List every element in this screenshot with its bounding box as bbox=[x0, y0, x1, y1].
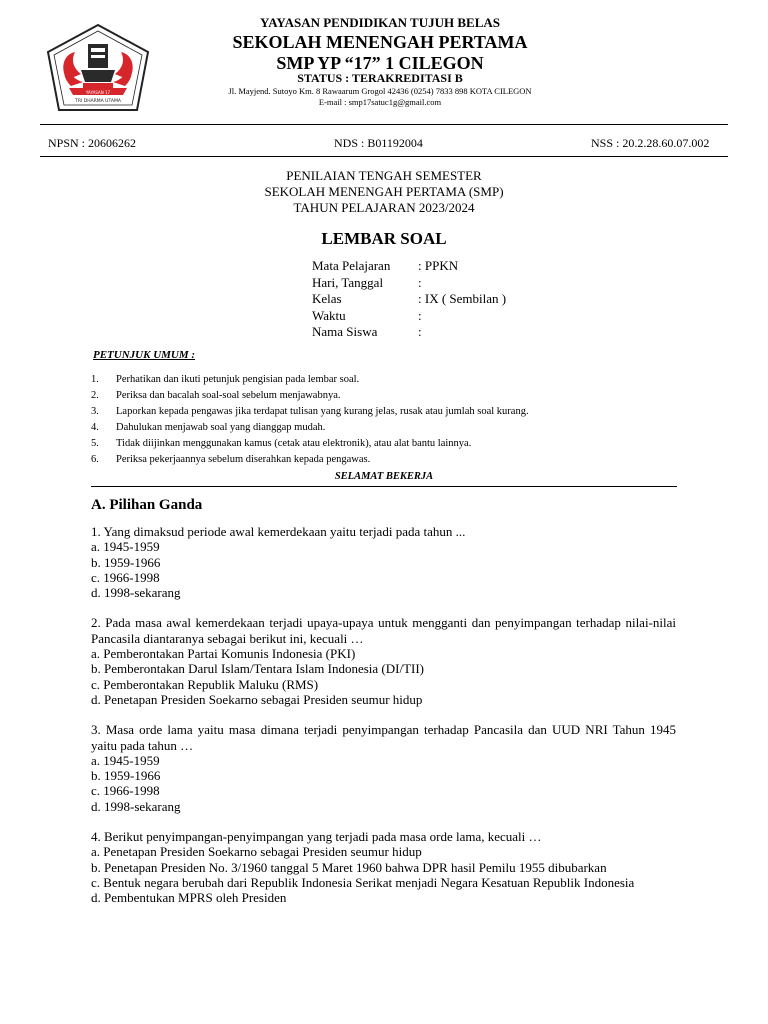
info-value: : PPKN bbox=[418, 258, 459, 273]
school-email: E-mail : smp17satuc1g@gmail.com bbox=[318, 97, 442, 107]
question-item bbox=[91, 615, 676, 707]
answer-option: b. 1959-1966 bbox=[91, 768, 161, 784]
instruction-text: Perhatikan dan ikuti petunjuk pengisian pada lembar soal. bbox=[116, 374, 360, 385]
instruction-text: Dahulukan menjawab soal yang dianggap mudah. bbox=[116, 422, 326, 433]
question-text: 4. Berikut penyimpangan-penyimpangan yang terjadi pada masa orde lama, kecuali … bbox=[91, 829, 542, 845]
nss-text: NSS : 20.2.28.60.07.002 bbox=[591, 136, 710, 150]
instruction-number: 3. bbox=[91, 406, 99, 417]
answer-option: d. Penetapan Presiden Soekarno sebagai Presiden seumur hidup bbox=[91, 691, 423, 707]
school-type: SEKOLAH MENENGAH PERTAMA bbox=[232, 32, 528, 52]
info-row-class bbox=[312, 291, 506, 308]
accreditation-status: STATUS : TERAKREDITASI B bbox=[297, 71, 463, 85]
school-address: Jl. Mayjend. Sutoyo Km. 8 Rawaarum Grogol 42436 (0254) 7833 898 KOTA CILEGON bbox=[228, 86, 532, 96]
instruction-text: Periksa pekerjaannya sebelum diserahkan kepada pengawas. bbox=[116, 454, 371, 465]
info-value: : IX ( Sembilan ) bbox=[418, 291, 507, 306]
answer-option: b. Pemberontakan Darul Islam/Tentara Islam Indonesia (DI/TII) bbox=[91, 661, 424, 677]
answer-option: d. Pembentukan MPRS oleh Presiden bbox=[91, 890, 287, 906]
info-row-student-name bbox=[312, 324, 506, 341]
answer-option: a. Penetapan Presiden Soekarno sebagai Presiden seumur hidup bbox=[91, 844, 422, 860]
nds-text: NDS : B01192004 bbox=[334, 136, 423, 150]
info-row-subject bbox=[312, 258, 506, 275]
logo-banner-text: YAYASAN 17 bbox=[85, 90, 111, 95]
instruction-number: 6. bbox=[91, 454, 99, 465]
instruction-item bbox=[91, 390, 529, 406]
instruction-item bbox=[91, 438, 529, 454]
header-divider-bottom bbox=[40, 156, 728, 157]
answer-option: d. 1998-sekarang bbox=[91, 798, 181, 814]
answer-option: c. 1966-1998 bbox=[91, 569, 160, 585]
instruction-item bbox=[91, 454, 529, 470]
answer-option: b. Penetapan Presiden No. 3/1960 tanggal 5 Maret 1960 bahwa DPR hasil Pemilu 1955 dibubarkan bbox=[91, 859, 607, 875]
section-divider bbox=[91, 486, 677, 487]
exam-title-line1: PENILAIAN TENGAH SEMESTER bbox=[286, 168, 482, 183]
question-item bbox=[91, 829, 676, 905]
instructions-list bbox=[91, 374, 529, 470]
answer-option: c. Pemberontakan Republik Maluku (RMS) bbox=[91, 676, 319, 692]
answer-option: b. 1959-1966 bbox=[91, 554, 161, 570]
exam-title-line2: SEKOLAH MENENGAH PERTAMA (SMP) bbox=[264, 184, 504, 199]
npsn-text: NPSN : 20606262 bbox=[48, 136, 137, 150]
info-row-date bbox=[312, 275, 506, 292]
instruction-text: Periksa dan bacalah soal-soal sebelum menjawabnya. bbox=[116, 390, 341, 401]
student-info bbox=[312, 258, 506, 341]
question-item bbox=[91, 524, 676, 600]
question-list bbox=[91, 524, 676, 906]
answer-option: a. 1945-1959 bbox=[91, 752, 160, 768]
instruction-item bbox=[91, 406, 529, 422]
question-text: 2. Pada masa awal kemerdekaan terjadi upaya-upaya untuk mengganti dan penyimpangan terhadap nilai-nilai Pancasila diantaranya sebagai berikut ini, kecuali … bbox=[91, 615, 676, 646]
instruction-number: 1. bbox=[91, 374, 99, 385]
answer-option: d. 1998-sekarang bbox=[91, 585, 181, 601]
answer-option: c. Bentuk negara berubah dari Republik Indonesia Serikat menjadi Negara Kesatuan Republik Indonesia bbox=[91, 874, 635, 890]
info-value: : bbox=[418, 324, 422, 339]
school-name: SMP YP “17” 1 CILEGON bbox=[276, 53, 484, 73]
instruction-item bbox=[91, 374, 529, 390]
instructions-heading: PETUNJUK UMUM : bbox=[93, 349, 196, 361]
answer-option: a. 1945-1959 bbox=[91, 539, 160, 555]
answer-option: a. Pemberontakan Partai Komunis Indonesia (PKI) bbox=[91, 646, 356, 662]
sheet-title: LEMBAR SOAL bbox=[321, 229, 447, 248]
instruction-item bbox=[91, 422, 529, 438]
info-value: : bbox=[418, 307, 422, 323]
answer-option: c. 1966-1998 bbox=[91, 783, 160, 799]
school-logo bbox=[45, 22, 151, 114]
header-divider-top bbox=[40, 124, 728, 125]
instruction-number: 4. bbox=[91, 422, 99, 433]
instruction-text: Laporkan kepada pengawas jika terdapat tulisan yang kurang jelas, rusak atau jumlah soal kurang. bbox=[116, 406, 529, 417]
info-label: Mata Pelajaran bbox=[312, 258, 391, 273]
logo-motto-text: TRI DHARMA UTAMA bbox=[75, 99, 121, 104]
info-label: Nama Siswa bbox=[312, 324, 378, 339]
exam-title-line3: TAHUN PELAJARAN 2023/2024 bbox=[293, 200, 475, 215]
question-text: 3. Masa orde lama yaitu masa dimana terjadi penyimpangan terhadap Pancasila dan UUD NRI Tahun 1945 yaitu pada tahun … bbox=[91, 722, 676, 753]
foundation-name: YAYASAN PENDIDIKAN TUJUH BELAS bbox=[260, 15, 500, 30]
section-title: A. Pilihan Ganda bbox=[91, 497, 203, 513]
closing-greeting: SELAMAT BEKERJA bbox=[334, 471, 434, 482]
info-label: Hari, Tanggal bbox=[312, 274, 384, 290]
instruction-text: Tidak diijinkan menggunakan kamus (cetak atau elektronik), atau alat bantu lainnya. bbox=[116, 438, 472, 449]
instruction-number: 5. bbox=[91, 438, 99, 449]
question-text: 1. Yang dimaksud periode awal kemerdekaan yaitu terjadi pada tahun ... bbox=[91, 524, 466, 539]
info-label: Kelas bbox=[312, 291, 342, 306]
instruction-number: 2. bbox=[91, 390, 99, 401]
info-label: Waktu bbox=[312, 307, 346, 323]
question-item bbox=[91, 722, 676, 814]
info-value: : bbox=[418, 274, 422, 290]
info-row-time bbox=[312, 308, 506, 325]
